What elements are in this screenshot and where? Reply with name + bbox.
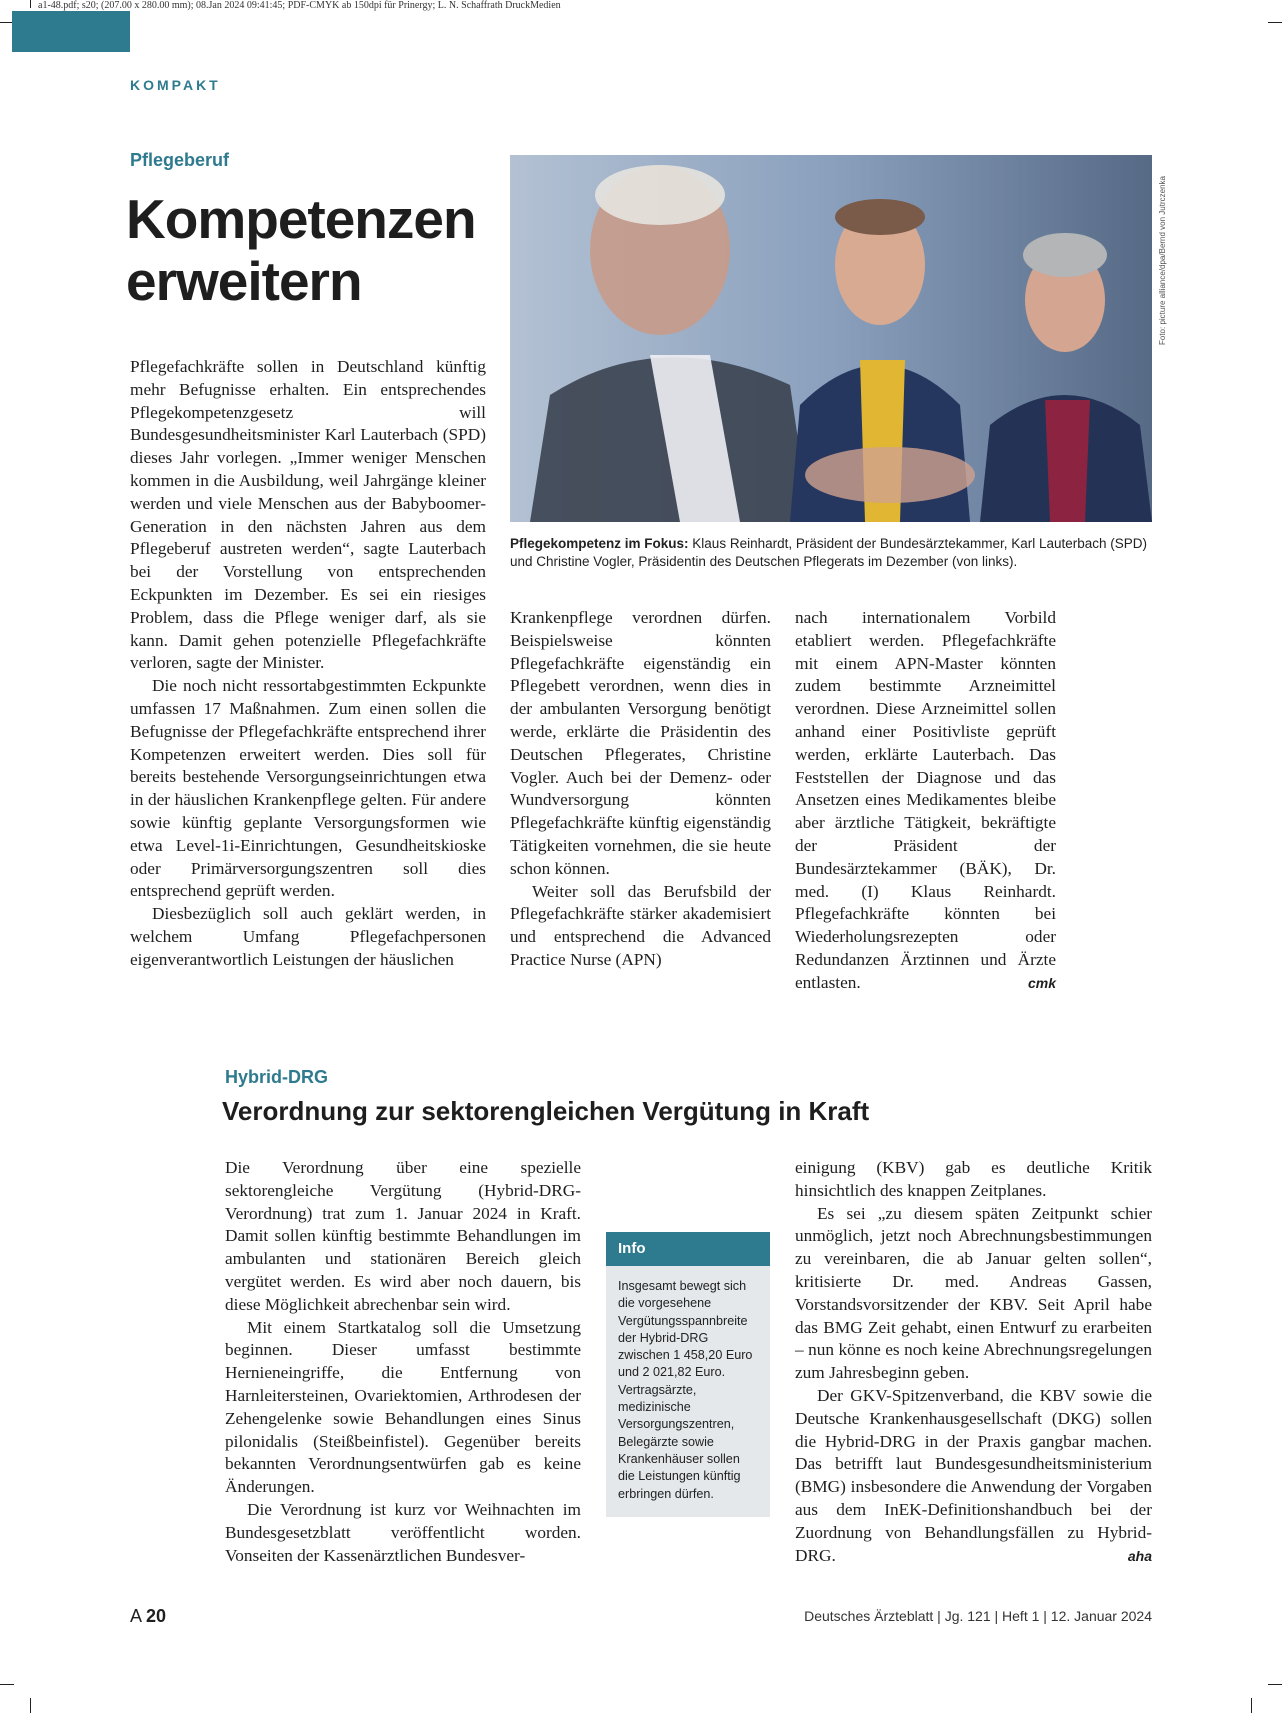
publication-info: Deutsches Ärzteblatt | Jg. 121 | Heft 1 | 12. Januar 2024 (804, 1608, 1152, 1624)
article2-col1-paragraph-3: Die Verordnung ist kurz vor Weihnachten im Bundesgesetzblatt veröffentlicht worden. Vonseiten der Kassenärztlichen Bundesver- (225, 1499, 581, 1565)
article1-author: cmk (1027, 974, 1056, 991)
section-color-bar (12, 11, 130, 52)
article1-photo-illustration (510, 155, 1152, 522)
article2-col3-paragraph-2: Es sei „zu diesem späten Zeitpunkt schier unmöglich, jetzt noch Abrechnungsbestimmungen zu vereinbaren, die ab Januar gelten sollen“, kritisierte Dr. med. Andreas Gassen, Vorstandsvorsitzender der KBV. Seit April habe das BMG Zeit gehabt, einen Entwurf zu erarbeiten – nun könne es noch keine Abrechnungsregelungen zum Jahresbeginn geben. (795, 1203, 1152, 1383)
article1-column-2 (510, 607, 771, 972)
article1-column-1 (130, 356, 486, 972)
info-box (606, 1232, 770, 1517)
article1-col2-paragraph-1: Krankenpflege verordnen dürfen. Beispielsweise könnten Pflegefachkräfte eigenständig ein Pflegebett verordnen, wenn dies in der ambulanten Versorgung benötigt werde, erklärte die Präsidentin des Deutschen Pflegerates, Christine Vogler. Auch bei der Demenz- oder Wundversorgung könnten Pflegefachkräfte künftig eigenständig Tätigkeiten vornehmen, die sie heute schon können. (510, 608, 771, 878)
crop-mark-top-right-h (1268, 22, 1282, 23)
article1-col3-text: nach internationalem Vorbild etabliert werden. Pflegefachkräfte mit einem APN-Master könnten zudem bestimmte Arzneimittel verordnen. Diese Arzneimittel sollen anhand einer Positivliste geprüft werden, erklärte Lauterbach. Das Feststellen der Diagnose und das Ansetzen eines Medikamentes bleibe aber ärztliche Tätigkeit, bekräftigte der Präsident der Bundesärztekammer (BÄK), Dr. med. (I) Klaus Reinhardt. Pflegefachkräfte könnten bei Wiederholungsrezepten oder Redundanzen Ärztinnen und Ärzte entlasten. (795, 608, 1056, 992)
info-box-text: Insgesamt bewegt sich die vorgesehene Vergütungsspannbreite der Hybrid-DRG zwischen 1 458,20 Euro und 2 021,82 Euro. Vertragsärzte, medizinische Versorgungszentren, Belegärzte sowie Krankenhäuser sollen die Leistungen künftig erbringen dürfen. (606, 1266, 770, 1517)
info-box-title: Info (606, 1232, 770, 1266)
article1-col1-paragraph-2: Die noch nicht ressortabgestimmten Eckpunkte umfassen 17 Maßnahmen. Zum einen sollen die Befugnisse der Pflegefachkräfte entsprechend ihrer Kompetenzen erweitert werden. Dies soll für bereits bestehende Versorgungseinrichtungen etwa in der häuslichen Krankenpflege gelten. Für andere sowie künftig geplante Versorgungsformen wie etwa Level-1i-Einrichtungen, Gesundheitskioske oder Primärversorgungszentren soll dies entsprechend geprüft werden. (130, 676, 486, 901)
article2-col1-paragraph-2: Mit einem Startkatalog soll die Umsetzung beginnen. Dieser umfasst bestimmte Hernieneingriffe, die Entfernung von Harnleitersteinen, Ovariektomien, Arthrodesen der Zehengelenke sowie Behandlungen eines Sinus pilonidalis (Steißbeinfistel). Gegenüber bereits bekannten Verordnungsentwürfen gab es keine Änderungen. (225, 1317, 581, 1497)
article1-col1-paragraph-1: Pflegefachkräfte sollen in Deutschland künftig mehr Befugnisse erhalten. Ein entsprechendes Pflegekompetenzgesetz will Bundesgesundheitsminister Karl Lauterbach (SPD) dieses Jahr vorlegen. „Immer weniger Menschen kommen in die Ausbildung, weil Jahrgänge kleiner werden und viele Menschen aus der Babyboomer-Generation in den nächsten Jahren aus dem Pflegeberuf austreten werden“, sagte Lauterbach bei der Vorstellung von entsprechenden Eckpunkten im Dezember. Es sei ein riesiges Problem, dass die Pflege weniger darf, als sie kann. Damit gehen potenzielle Pflegefachkräfte verloren, sagte der Minister. (130, 357, 486, 673)
article1-photo (510, 155, 1152, 522)
article1-headline-line2: erweitern (126, 250, 362, 312)
article2-col3-text: Der GKV-Spitzenverband, die KBV sowie die Deutsche Krankenhausgesellschaft (DKG) sollen die Hybrid-DRG in der Praxis gangbar machen. Das betrifft laut Bundesgesundheitsministerium (BMG) insbesondere die Anwendung der Vorgaben aus dem InEK-Definitionshandbuch bei der Zuordnung von Behandlungsfällen zu Hybrid-DRG. (795, 1385, 1152, 1565)
crop-mark-bottom-right-h (1268, 1684, 1282, 1685)
article1-kicker: Pflegeberuf (130, 150, 230, 170)
article2-author: aha (1127, 1547, 1152, 1564)
article1-col3-paragraph-1 (795, 607, 1056, 995)
crop-mark-bottom-right-v (1251, 1698, 1252, 1713)
section-label: KOMPAKT (130, 77, 221, 93)
print-info-line: a1-48.pdf; s20; (207.00 x 280.00 mm); 08.Jan 2024 09:41:45; PDF-CMYK ab 150dpi für Prinergy; L. N. Schaffrath DruckMedien (38, 0, 561, 11)
article2-headline: Verordnung zur sektorengleichen Vergütung in Kraft (222, 1096, 870, 1126)
page-prefix: A (130, 1606, 142, 1626)
page-number-value: 20 (146, 1606, 167, 1626)
article2-kicker: Hybrid-DRG (225, 1067, 328, 1087)
photo-credit: Foto: picture alliance/dpa/Bernd von Jutrczenka (1158, 176, 1167, 345)
article1-headline-line1: Kompetenzen (126, 188, 476, 250)
article2-col1-paragraph-1: Die Verordnung über eine spezielle sektorengleiche Vergütung (Hybrid-DRG-Verordnung) trat zum 1. Januar 2024 in Kraft. Damit sollen künftig bestimmte Behandlungen im ambulanten und stationären Bereich gleich vergütet werden. Es wird aber noch dauern, bis diese Möglichkeit abrechenbar sein wird. (225, 1158, 581, 1314)
caption-bold: Pflegekompetenz im Fokus: (510, 536, 689, 551)
crop-mark-bottom-left-h (0, 1684, 14, 1685)
crop-mark-bottom-left-v (30, 1698, 31, 1713)
caption-text: Klaus Reinhardt, Präsident der Bundesärztekammer, Karl Lauterbach (SPD) und Christine Vogler, Präsidentin des Deutschen Pflegerats im Dezember (von links). (510, 536, 1148, 569)
article2-col3-paragraph-3 (795, 1385, 1152, 1567)
article1-col2-paragraph-2: Weiter soll das Berufsbild der Pflegefachkräfte stärker akademisiert und entsprechend die Advanced Practice Nurse (APN) (510, 881, 771, 969)
article2-column-1 (225, 1157, 581, 1567)
article1-col1-paragraph-3: Diesbezüglich soll auch geklärt werden, in welchem Umfang Pflegefachpersonen eigenverantwortlich Leistungen der häuslichen (130, 904, 486, 969)
article1-headline (126, 188, 486, 312)
article1-column-3 (795, 607, 1056, 995)
crop-mark-top-left-v (30, 0, 31, 8)
article2-col3-paragraph-1: einigung (KBV) gab es deutliche Kritik hinsichtlich des knappen Zeitplanes. (795, 1158, 1152, 1200)
page-number (130, 1606, 166, 1627)
article1-caption (510, 535, 1152, 570)
article2-column-3 (795, 1157, 1152, 1567)
